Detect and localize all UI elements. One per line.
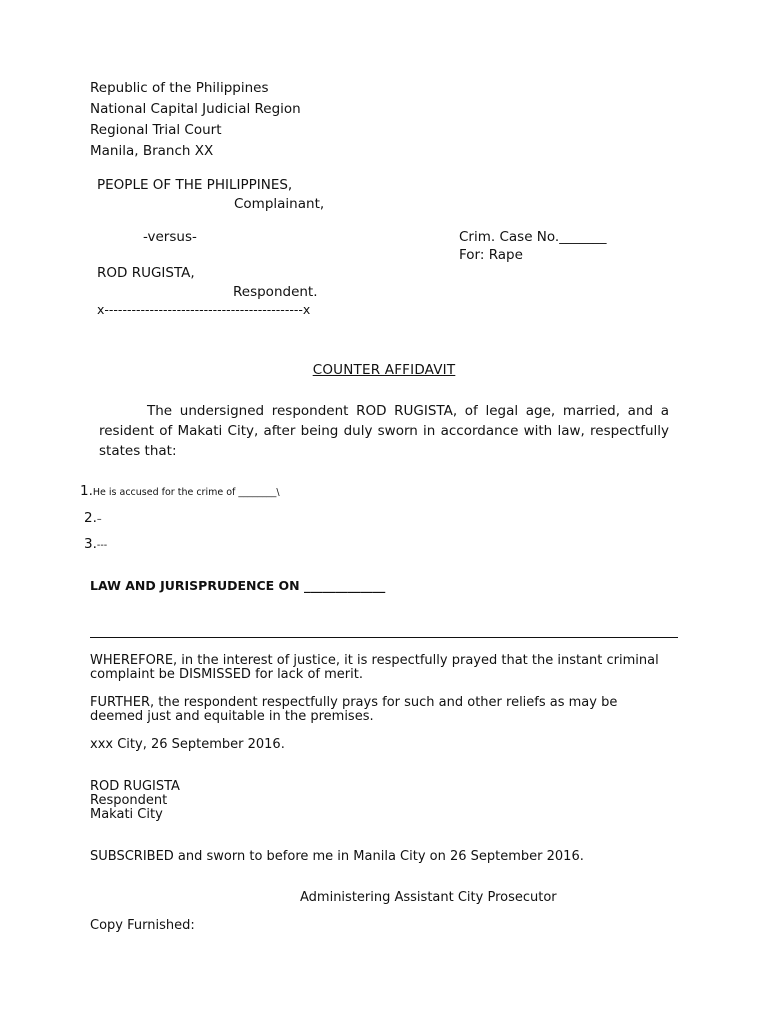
signatory-role: Respondent (90, 793, 168, 808)
intro-text: The undersigned respondent ROD RUGISTA, of legal age, married, and a resident of Makati City, after being duly sworn in accordance with law, respectfully states that: (99, 403, 669, 459)
place-date: xxx City, 26 September 2016. (90, 737, 285, 752)
case-offense: For: Rape (459, 247, 523, 263)
court-region: National Capital Judicial Region (90, 101, 301, 117)
court-country: Republic of the Philippines (90, 80, 269, 96)
item-number: 2. (84, 510, 97, 526)
court-name: Regional Trial Court (90, 122, 222, 138)
plaintiff-name: PEOPLE OF THE PHILIPPINES, (97, 177, 293, 193)
further-paragraph: FURTHER, the respondent respectfully prays for such and other reliefs as may be deemed just and equitable in the premises. (90, 695, 618, 724)
court-branch: Manila, Branch XX (90, 143, 214, 159)
signatory-address: Makati City (90, 807, 163, 822)
administering-officer: Administering Assistant City Prosecutor (300, 890, 557, 905)
item-text: --- (96, 540, 108, 551)
law-heading: LAW AND JURISPRUDENCE ON _____________ (90, 578, 386, 593)
intro-paragraph (99, 401, 669, 461)
caption-separator: x--------------------------------------------x (97, 302, 311, 317)
copy-furnished: Copy Furnished: (90, 918, 195, 933)
respondent-name: ROD RUGISTA, (97, 265, 195, 281)
list-item (80, 484, 280, 500)
item-text: – (96, 514, 102, 525)
versus-label: -versus- (143, 229, 197, 245)
horizontal-rule (90, 637, 678, 638)
wherefore-paragraph: WHEREFORE, in the interest of justice, it is respectfully prayed that the instant criminal complaint be DISMISSED for lack of merit. (90, 653, 659, 682)
jurat: SUBSCRIBED and sworn to before me in Manila City on 26 September 2016. (90, 849, 584, 864)
case-number: Crim. Case No._______ (459, 229, 607, 245)
list-item (84, 511, 102, 527)
document-title: COUNTER AFFIDAVIT (312, 362, 456, 378)
item-number: 3. (84, 536, 97, 552)
item-text: He is accused for the crime of ________\ (92, 487, 280, 498)
item-number: 1. (80, 483, 93, 499)
plaintiff-role: Complainant, (234, 196, 325, 212)
respondent-role: Respondent. (233, 284, 318, 300)
signatory-name: ROD RUGISTA (90, 779, 180, 794)
list-item (84, 537, 107, 553)
